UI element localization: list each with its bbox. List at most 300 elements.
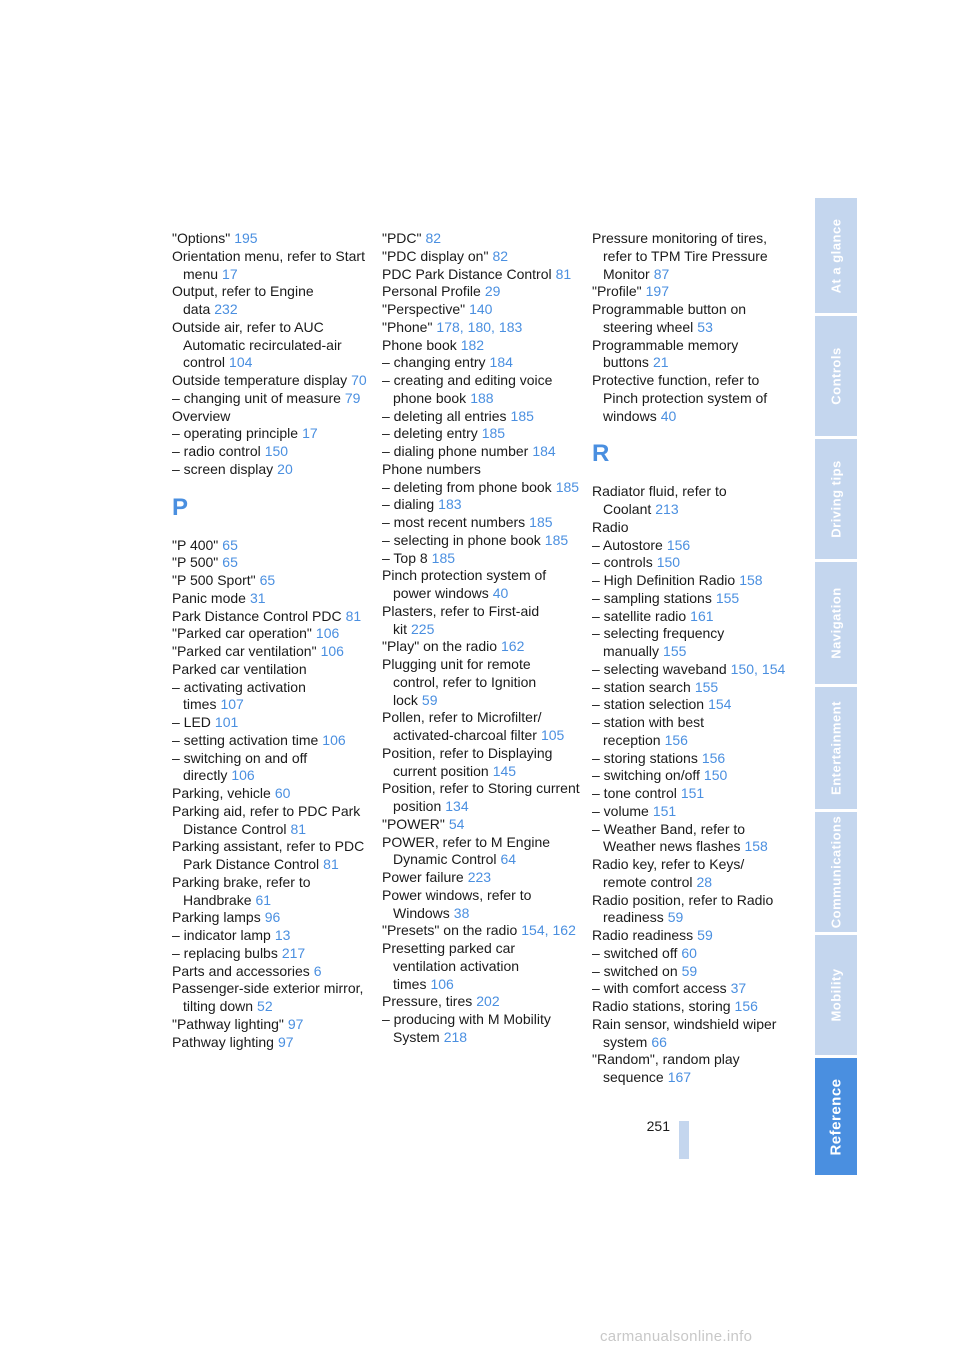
page-ref-link[interactable]: 167 [667, 1069, 692, 1085]
page-ref-link[interactable]: 6 [313, 962, 322, 979]
index-entry [172, 1016, 370, 1034]
index-entry [382, 550, 580, 568]
page-ref-link[interactable]: 184 [489, 354, 513, 371]
page-ref-separator: , [544, 922, 549, 939]
page-ref-link[interactable]: 185 [510, 407, 534, 424]
index-entry [382, 283, 580, 301]
index-entry-text: Pressure, tires [382, 993, 473, 1010]
index-entry [592, 483, 790, 519]
index-entry [382, 780, 580, 816]
page-ref-link[interactable]: 232 [214, 301, 238, 317]
index-column-2 [382, 230, 580, 1047]
index-entry-text: "Phone" [382, 318, 433, 335]
index-entry-text: Programmable memory buttons [592, 336, 739, 371]
index-entry [172, 661, 370, 679]
index-entry-text: – selecting waveband [592, 660, 727, 677]
index-entry [382, 461, 580, 479]
index-entry-text: Outside air, refer to AUC Automatic recirculated-air control [172, 318, 342, 371]
index-entry-text: Parking assistant, refer to PDC Park Distance Control [172, 838, 365, 872]
index-entry [172, 390, 370, 408]
sidebar-tab-mobility[interactable] [815, 935, 857, 1055]
index-entry-text: "Random", random play sequence [592, 1051, 740, 1085]
index-entry-text: – indicator lamp [172, 927, 271, 943]
index-entry [592, 696, 790, 714]
index-entry [592, 767, 790, 785]
page-ref-separator: , [754, 660, 758, 677]
index-entry [592, 803, 790, 821]
page-ref-link[interactable]: 106 [322, 731, 346, 748]
index-entry [382, 993, 580, 1011]
index-entry [382, 567, 580, 603]
index-entry [172, 803, 370, 839]
index-entry-text: "Options" [172, 230, 231, 246]
index-entry [592, 856, 790, 892]
index-entry-text: Pressure monitoring of tires, refer to TPM Tire Pressure Monitor [592, 230, 768, 282]
index-entry [382, 248, 580, 266]
page-ref-link[interactable]: 185 [544, 531, 569, 548]
index-entry-text: Parts and accessories [172, 962, 310, 979]
index-entry [172, 625, 370, 643]
page-ref-link[interactable]: 134 [445, 798, 469, 814]
page-ref-link[interactable]: 70 [351, 372, 367, 388]
index-entry-text: Overview [172, 407, 231, 424]
index-entry [172, 572, 370, 590]
index-entry [172, 248, 370, 284]
page-ref-link[interactable]: 156 [734, 998, 758, 1014]
index-entry [172, 750, 370, 786]
index-entry-text: "PDC" [382, 230, 422, 246]
index-entry-text: Passenger-side exterior mirror, tilting down [172, 980, 364, 1014]
index-entry [172, 1034, 370, 1052]
index-entry [172, 714, 370, 732]
index-entry-text: "Pathway lighting" [172, 1015, 284, 1032]
index-entry [382, 816, 580, 834]
page-ref-link[interactable]: 31 [249, 589, 266, 606]
page-ref-link[interactable]: 140 [469, 301, 493, 317]
index-entry [592, 537, 790, 555]
index-entry [592, 750, 790, 768]
index-entry-text: "P 500 Sport" [172, 572, 256, 588]
index-entry [592, 785, 790, 803]
page-ref-link[interactable]: 107 [220, 696, 244, 713]
sidebar-tab-label: Driving tips [828, 460, 844, 538]
page-ref-link[interactable]: 223 [467, 869, 492, 885]
index-entry-text: – deleting from phone book [382, 478, 552, 495]
page-ref-link[interactable]: 60 [681, 944, 697, 961]
page-ref-link[interactable]: 178 [436, 318, 460, 335]
index-entry [382, 603, 580, 639]
index-entry [382, 745, 580, 781]
index-entry [592, 821, 790, 857]
index-entry [592, 1016, 790, 1052]
page-ref-link[interactable]: 61 [255, 891, 272, 908]
index-entry [382, 709, 580, 745]
page-ref-link[interactable]: 156 [701, 749, 726, 766]
page-ref-link[interactable]: 154 [521, 922, 545, 939]
sidebar-tab-navigation[interactable] [815, 562, 857, 684]
index-entry [382, 425, 580, 443]
index-entry [592, 714, 790, 750]
page-ref-link[interactable]: 59 [697, 927, 713, 943]
index-entry-text: – dialing phone number [382, 443, 529, 459]
index-entry [172, 554, 370, 572]
index-entry-text: Phone numbers [382, 460, 481, 477]
index-entry [172, 963, 370, 981]
page-ref-link[interactable]: 150 [656, 554, 681, 571]
page-ref-link[interactable]: 155 [663, 643, 687, 659]
index-entry [172, 643, 370, 661]
index-entry-text: – tone control [592, 785, 677, 801]
index-entry-text: Radio stations, storing [592, 998, 731, 1014]
page-ref-link[interactable]: 28 [696, 873, 713, 890]
page-ref-link[interactable]: 150 [264, 443, 289, 459]
page-ref-link[interactable]: 81 [323, 856, 339, 872]
index-entry [172, 283, 370, 319]
section-sidebar [815, 198, 857, 1160]
sidebar-tab-entertainment[interactable] [815, 687, 857, 809]
index-entry-text: Parking brake, refer to Handbrake [172, 873, 311, 908]
index-entry [592, 572, 790, 590]
page-ref-link[interactable]: 29 [484, 283, 501, 300]
index-entry [172, 319, 370, 372]
sidebar-tab-label: Communications [828, 815, 844, 929]
page-ref-link[interactable]: 54 [448, 815, 465, 832]
index-entry [382, 372, 580, 408]
index-entry [382, 354, 580, 372]
index-entry-text: – storing stations [592, 749, 698, 766]
index-entry [382, 532, 580, 550]
index-entry-text: Position, refer to Displaying current position [382, 744, 553, 779]
page-ref-link[interactable]: 184 [532, 443, 556, 459]
index-entry [172, 443, 370, 461]
index-entry-text: – switched off [592, 944, 678, 961]
index-entry [172, 590, 370, 608]
index-entry-text: – station search [592, 678, 691, 695]
index-entry-text: Pinch protection system of power windows [382, 567, 547, 601]
sidebar-tab-label: Mobility [828, 968, 844, 1022]
index-entry [382, 940, 580, 993]
sidebar-tab-label: Reference [827, 1077, 845, 1156]
sidebar-tab-controls[interactable] [815, 316, 857, 436]
index-entry-text: Parking lamps [172, 909, 261, 926]
sidebar-tab-at-a-glance[interactable] [815, 198, 857, 313]
index-entry [382, 496, 580, 514]
page-ref-link[interactable]: 197 [645, 283, 669, 300]
index-entry [172, 909, 370, 927]
index-entry-text: – screen display [172, 460, 274, 477]
page-ref-link[interactable]: 37 [730, 980, 747, 997]
index-entry-text: – deleting entry [382, 425, 478, 442]
index-entry-text: Power windows, refer to Windows [382, 886, 532, 921]
index-entry-text: Pathway lighting [172, 1033, 274, 1050]
index-entry-text: – creating and editing voice phone book [382, 372, 553, 406]
index-entry-text: Pollen, refer to Microfilter/ activated-charcoal filter [382, 709, 542, 743]
page-ref-link[interactable]: 145 [492, 762, 517, 779]
page-ref-link[interactable]: 154 [708, 696, 732, 713]
page-ref-link[interactable]: 17 [222, 265, 238, 282]
page-ref-link[interactable]: 156 [666, 536, 691, 553]
index-entry-text: Orientation menu, refer to Start menu [172, 247, 365, 282]
index-entry-text: Phone book [382, 336, 457, 353]
index-entry [592, 661, 790, 679]
page-ref-link[interactable]: 13 [274, 927, 291, 943]
index-entry [382, 266, 580, 284]
index-entry-text: Protective function, refer to Pinch protection system of windows [592, 372, 768, 424]
index-entry-text: – switching on and off directly [172, 749, 308, 784]
page-ref-link[interactable]: 81 [290, 820, 307, 837]
index-entry-text: – selecting frequency manually [592, 625, 725, 659]
index-entry-text: Radiator fluid, refer to Coolant [592, 483, 727, 517]
page-ref-link[interactable]: 154 [761, 660, 786, 677]
index-entry [592, 998, 790, 1016]
index-entry [172, 461, 370, 479]
index-entry [382, 443, 580, 461]
index-entry-text: Radio key, refer to Keys/ remote control [592, 856, 745, 890]
index-entry [592, 608, 790, 626]
footer-watermark: carmanualsonline.info [600, 1328, 753, 1345]
page-ref-link[interactable]: 65 [222, 554, 238, 571]
index-entry-text: – producing with M Mobility System [382, 1011, 551, 1045]
page-ref-link[interactable]: 188 [470, 389, 494, 406]
page-ref-link[interactable]: 217 [281, 944, 306, 961]
index-entry-text: – Autostore [592, 536, 663, 553]
page-ref-link[interactable]: 79 [344, 389, 361, 406]
page-ref-link[interactable]: 82 [425, 230, 442, 246]
page-ref-link[interactable]: 59 [681, 962, 698, 979]
index-entry [592, 554, 790, 572]
index-entry-text: – Top 8 [382, 549, 428, 566]
index-entry [592, 963, 790, 981]
index-entry [592, 283, 790, 301]
sidebar-tab-driving-tips[interactable] [815, 439, 857, 559]
page-number-bar [679, 1121, 689, 1159]
page-ref-link[interactable]: 162 [501, 638, 525, 655]
page-ref-link[interactable]: 150 [730, 660, 755, 677]
page-ref-link[interactable]: 20 [277, 460, 293, 477]
page-ref-link[interactable]: 161 [690, 607, 714, 624]
index-entry [592, 980, 790, 998]
index-entry-text: – replacing bulbs [172, 944, 278, 961]
page-ref-link[interactable]: 21 [652, 354, 669, 371]
page-ref-link[interactable]: 225 [411, 620, 435, 637]
index-entry [382, 869, 580, 887]
page-ref-link[interactable]: 155 [694, 678, 719, 695]
page-ref-link[interactable]: 183 [498, 318, 523, 335]
index-entry-text: POWER, refer to M Engine Dynamic Control [382, 833, 551, 868]
index-column-3 [592, 230, 790, 1087]
page-ref-link[interactable]: 96 [264, 909, 281, 926]
sidebar-tab-label: Entertainment [828, 701, 844, 795]
page-ref-link[interactable]: 151 [652, 802, 677, 819]
index-entry [382, 514, 580, 532]
index-entry-text: Plugging unit for remote control, refer to Ignition lock [382, 656, 537, 708]
index-entry-text: "P 400" [172, 536, 219, 553]
page-ref-link[interactable]: 106 [430, 975, 454, 992]
page-ref-link[interactable]: 180 [467, 318, 492, 335]
index-entry-text: – LED [172, 714, 211, 730]
index-entry-text: – setting activation time [172, 731, 319, 748]
sidebar-tab-reference[interactable] [815, 1058, 857, 1175]
index-entry-text: – activating activation times [172, 678, 306, 713]
index-entry-text: – changing entry [382, 354, 486, 371]
index-entry-text: – Weather Band, refer to Weather news flashes [592, 820, 746, 855]
page-ref-link[interactable]: 104 [229, 354, 253, 371]
page-ref-separator: , [459, 318, 464, 335]
index-entry [382, 319, 580, 337]
index-entry [382, 656, 580, 709]
index-entry-text: – switched on [592, 962, 678, 979]
index-entry-text: "Play" on the radio [382, 638, 498, 655]
page-ref-link[interactable]: 38 [453, 904, 470, 921]
page-ref-link[interactable]: 53 [697, 318, 713, 335]
index-entry-text: Radio [592, 518, 629, 535]
index-entry-text: – switching on/off [592, 767, 700, 784]
index-entry-text: – sampling stations [592, 589, 712, 606]
index-entry [592, 372, 790, 425]
index-entry [592, 337, 790, 373]
page-ref-link[interactable]: 65 [222, 536, 238, 553]
index-entry-text: Radio readiness [592, 927, 694, 943]
index-entry-text: – changing unit of measure [172, 389, 341, 406]
page-ref-link[interactable]: 213 [655, 501, 679, 517]
page-ref-link[interactable]: 105 [540, 727, 565, 743]
index-entry [172, 608, 370, 626]
page-ref-link[interactable]: 81 [345, 607, 362, 624]
index-entry [172, 980, 370, 1016]
index-entry [592, 1051, 790, 1087]
index-entry [382, 408, 580, 426]
page-ref-link[interactable]: 158 [744, 838, 768, 855]
index-entry [592, 301, 790, 337]
page-ref-link[interactable]: 151 [680, 785, 705, 801]
page-ref-link[interactable]: 66 [651, 1033, 667, 1050]
page-ref-link[interactable]: 150 [703, 767, 728, 784]
page-ref-link[interactable]: 202 [476, 993, 500, 1010]
index-entry [592, 679, 790, 697]
index-entry [382, 834, 580, 870]
page-ref-link[interactable]: 218 [443, 1028, 468, 1045]
index-entry [172, 372, 370, 390]
sidebar-tab-label: Controls [828, 347, 844, 405]
page-ref-link[interactable]: 156 [664, 731, 688, 748]
index-entry-text: PDC Park Distance Control [382, 265, 552, 282]
page-ref-link[interactable]: 82 [492, 247, 509, 264]
index-entry-text: – radio control [172, 443, 261, 459]
index-entry-text: "POWER" [382, 815, 445, 832]
index-entry [172, 927, 370, 945]
index-entry-text: Power failure [382, 869, 464, 885]
page-ref-link[interactable]: 158 [739, 572, 763, 588]
index-entry [592, 892, 790, 928]
index-entry-text: – most recent numbers [382, 514, 526, 530]
page-ref-link[interactable]: 59 [421, 691, 438, 708]
index-entry-text: "Perspective" [382, 301, 466, 317]
page-ref-link[interactable]: 185 [529, 514, 553, 530]
index-entry-text: Position, refer to Storing current position [382, 780, 580, 814]
page-ref-link[interactable]: 106 [231, 767, 255, 784]
index-entry-text: Radio position, refer to Radio readiness [592, 891, 774, 926]
page-ref-link[interactable]: 182 [460, 336, 485, 353]
page-ref-link[interactable]: 183 [438, 496, 462, 513]
index-entry-text: – operating principle [172, 425, 299, 442]
page-ref-link[interactable]: 195 [234, 230, 258, 246]
index-entry-text: Parking aid, refer to PDC Park Distance Control [172, 802, 361, 837]
index-entry-text: – satellite radio [592, 607, 687, 624]
index-entry [382, 337, 580, 355]
index-entry [382, 638, 580, 656]
page-ref-link[interactable]: 40 [660, 407, 677, 424]
index-entry-text: Parking, vehicle [172, 785, 271, 801]
page-ref-link[interactable]: 97 [277, 1033, 294, 1050]
page-ref-link[interactable]: 81 [555, 265, 572, 282]
page-ref-link[interactable]: 40 [492, 585, 509, 601]
index-entry [592, 625, 790, 661]
index-entry [172, 874, 370, 910]
section-letter-r: R [592, 440, 610, 468]
index-entry [172, 537, 370, 555]
index-entry [382, 922, 580, 940]
index-entry-text: Parked car ventilation [172, 660, 307, 677]
index-entry-text: – station with best reception [592, 714, 705, 748]
index-entry-text: – with comfort access [592, 980, 727, 997]
page-ref-link[interactable]: 106 [315, 625, 340, 642]
index-entry-text: Outside temperature display [172, 372, 348, 388]
section-letter-p: P [172, 493, 189, 521]
page-ref-link[interactable]: 59 [667, 909, 684, 926]
index-entry-text: Park Distance Control PDC [172, 607, 342, 624]
index-entry [172, 945, 370, 963]
index-entry [382, 230, 580, 248]
page-ref-link[interactable]: 60 [274, 785, 291, 801]
index-entry [592, 590, 790, 608]
page-ref-link[interactable]: 17 [302, 425, 318, 442]
sidebar-tab-communications[interactable] [815, 812, 857, 932]
page-ref-link[interactable]: 185 [555, 478, 580, 495]
index-entry [172, 425, 370, 443]
page-ref-link[interactable]: 64 [500, 851, 517, 868]
page-ref-link[interactable]: 87 [653, 265, 670, 282]
page-ref-link[interactable]: 185 [481, 425, 506, 442]
index-entry-text: Output, refer to Engine data [172, 283, 314, 317]
page-ref-link[interactable]: 97 [287, 1015, 304, 1032]
index-entry [172, 838, 370, 874]
index-entry-text: "P 500" [172, 554, 219, 571]
page-ref-link[interactable]: 101 [214, 714, 239, 730]
index-entry-text: – High Definition Radio [592, 572, 736, 588]
index-entry [172, 408, 370, 426]
page-ref-link[interactable]: 162 [552, 922, 576, 939]
page-ref-link[interactable]: 52 [257, 998, 273, 1014]
index-column-1 [172, 230, 370, 1051]
index-entry [382, 887, 580, 923]
index-entry-text: – deleting all entries [382, 407, 507, 424]
index-entry [172, 679, 370, 715]
index-entry-text: – volume [592, 802, 649, 819]
page-ref-link[interactable]: 106 [320, 643, 344, 659]
index-entry [172, 785, 370, 803]
index-entry-text: Plasters, refer to First-aid kit [382, 602, 540, 637]
page-ref-link[interactable]: 65 [259, 572, 276, 588]
index-entry [382, 479, 580, 497]
index-entry [172, 732, 370, 750]
index-entry-text: Personal Profile [382, 283, 481, 300]
index-entry [592, 945, 790, 963]
index-entry-text: – selecting in phone book [382, 531, 541, 548]
page-ref-link[interactable]: 155 [715, 589, 740, 606]
page-ref-separator: , [491, 318, 495, 335]
index-entry [172, 230, 370, 248]
page-ref-link[interactable]: 185 [431, 549, 456, 566]
